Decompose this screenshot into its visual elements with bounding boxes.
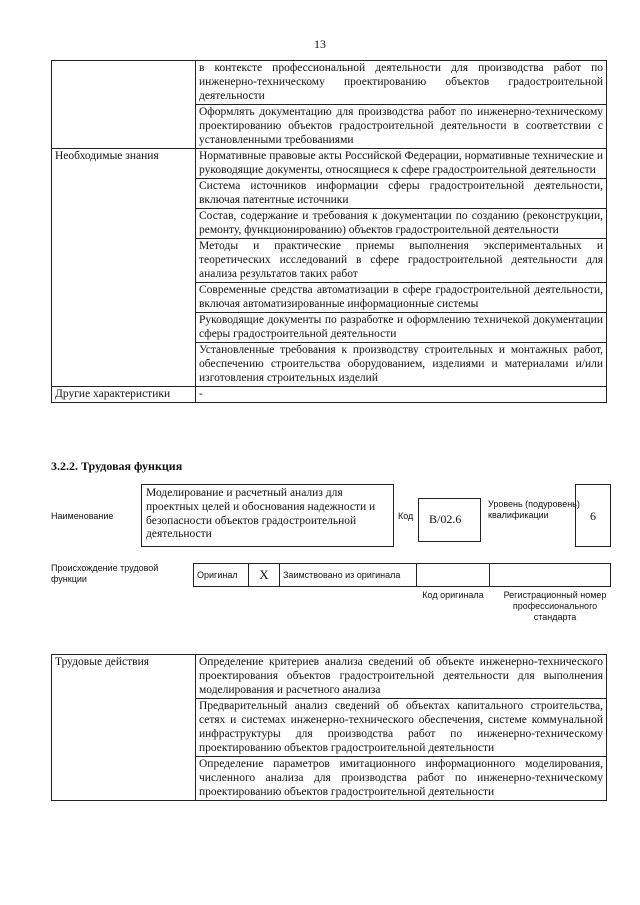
table-row xyxy=(52,655,607,699)
actions-table xyxy=(51,654,607,801)
name-label: Наименование xyxy=(51,511,114,521)
page-number: 13 xyxy=(314,37,326,51)
table-cell: Современные средства автоматизации в сфере градостроительной деятельности, включая автоматизированные информационные системы xyxy=(196,283,607,313)
table-row xyxy=(52,387,607,403)
table-cell: в контексте профессиональной деятельности для производства работ по инженерно-техническому проектированию объектов градостроительной деятельности xyxy=(196,61,607,105)
table-cell: Система источников информации сферы градостроительной деятельности, включая патентные источники xyxy=(196,179,607,209)
original-mark: X xyxy=(249,564,280,587)
level-label-text: Уровень (подуровень) квалификации xyxy=(488,499,580,521)
table-cell: Определение параметров имитационного информационного моделирования, численного анализа для производства работ по инженерно-техническому проектированию объектов градостроительной деятельности xyxy=(196,757,607,801)
function-code: B/02.6 xyxy=(418,498,481,542)
table-cell: Методы и практические приемы выполнения экспериментальных и теоретических исследований в сфере градостроительной деятельности для анализа результатов таких работ xyxy=(196,239,607,283)
section-heading: 3.2.2. Трудовая функция xyxy=(51,459,183,473)
table-cell: Состав, содержание и требования к документации по созданию (реконструкции, ремонту, функционированию) объектов градостроительной деятельности xyxy=(196,209,607,239)
origin-table xyxy=(193,563,611,587)
other-value: - xyxy=(196,387,607,403)
knowledge-label: Необходимые знания xyxy=(52,149,196,387)
code-label: Код xyxy=(398,511,414,521)
origin-label: Происхождение трудовой функции xyxy=(51,563,159,584)
table-cell: Определение критериев анализа сведений об объекте инженерно-технического проектирования объектов градостроительной деятельности для выполнения моделирования и расчетного анализа xyxy=(196,655,607,699)
table-cell: Оформлять документацию для производства работ по инженерно-техническому проектированию объектов градостроительной деятельности в соответствии с установленными требованиями xyxy=(196,105,607,149)
table-cell: Установленные требования к производству строительных и монтажных работ, обеспечению строительства оборудованием, изделиями и материалами и/или изготовления строительных изделий xyxy=(196,343,607,387)
reg-number-cell xyxy=(490,564,611,587)
table-cell-empty xyxy=(52,61,196,149)
table-row xyxy=(52,61,607,105)
table-row xyxy=(52,149,607,179)
function-name: Моделирование и расчетный анализ для проектных целей и обоснования надежности и безопасности объектов градостроительной деятельности xyxy=(141,484,394,547)
level-label xyxy=(488,499,640,522)
reg-number-caption: Регистрационный номер профессионального стандарта xyxy=(503,590,607,622)
table-cell: Предварительный анализ сведений об объектах капитального строительства, сетях и системах инженерно-технического обеспечения, системе коммунальной инфраструктуры для производства работ по инженерно-техническому проектированию объектов градостроительной деятельности xyxy=(196,699,607,757)
knowledge-table xyxy=(51,60,607,403)
original-code-caption: Код оригинала xyxy=(422,590,484,600)
other-label: Другие характеристики xyxy=(52,387,196,403)
borrowed-label: Заимствовано из оригинала xyxy=(280,564,417,587)
actions-label: Трудовые действия xyxy=(52,655,196,801)
table-row xyxy=(194,564,611,587)
original-label: Оригинал xyxy=(194,564,249,587)
level-value: 6 xyxy=(575,484,611,547)
table-cell: Нормативные правовые акты Российской Федерации, нормативные технические и руководящие документы, относящиеся к сфере градостроительной деятельности xyxy=(196,149,607,179)
original-code-cell xyxy=(417,564,490,587)
table-cell: Руководящие документы по разработке и оформлению техничекой документации сферы градостроительной деятельности xyxy=(196,313,607,343)
